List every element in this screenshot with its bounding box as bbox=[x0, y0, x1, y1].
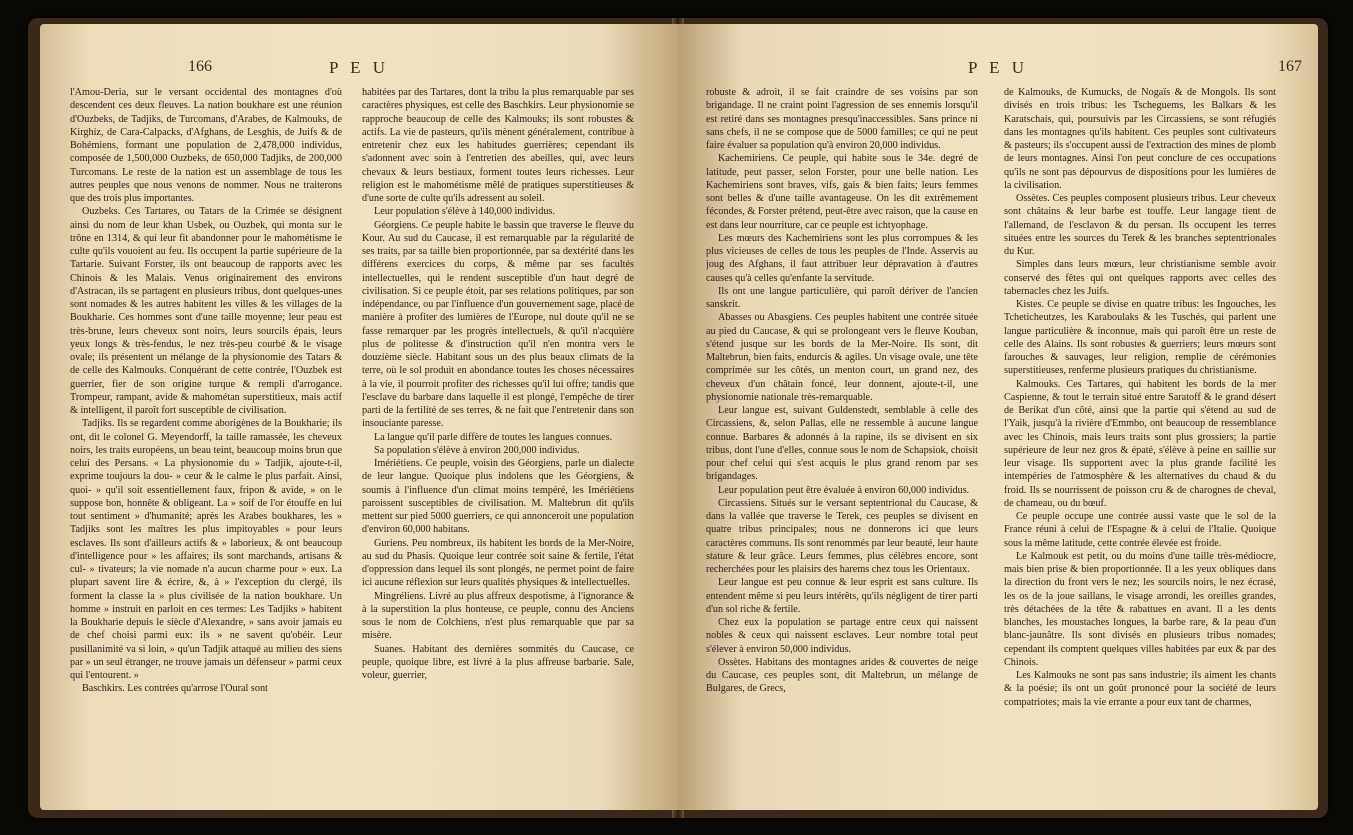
paragraph: robuste & adroit, il se fait craindre de ses voisins par son brigandage. Il ne craint point l'agression de ses ennemis lorsqu'il est retiré dans ses montagnes presqu'inaccessibles. Sans prince ni sans chefs, il ne se compose que de 5000 familles; ce qui ne peut faire évaluer sa population qu'à environ 20,000 individus. bbox=[706, 87, 978, 151]
paragraph: Kachemiriens. Ce peuple, qui habite sous le 34e. degré de latitude, peut passer, selon Forster, pour une belle nation. Les Kachemiriens sont braves, vifs, gais & bien faits; leurs femmes sont belles & d'une taille avantageuse. On les dit extrêmement fécondes, & Forster prétend, peut-être avec raison, que la cause en est dans leur nourriture, car ce peuple est ichtyophage. bbox=[706, 153, 978, 231]
paragraph: Ossètes. Ces peuples composent plusieurs tribus. Leur cheveux sont châtains & leur barbe est touffe. Leur langage tient de l'allemand, de l'esclavon & du persan. Ils occupent les terres situées entre les sources du Terek & les branches septentrionales du Kur. bbox=[1004, 193, 1276, 257]
paragraph: Ils ont une langue particulière, qui paroît dériver de l'ancien sanskrit. bbox=[706, 285, 978, 310]
right-page-number: 167 bbox=[1278, 58, 1302, 75]
paragraph: Baschkirs. Les contrées qu'arrose l'Oural sont bbox=[82, 683, 268, 695]
right-page-header bbox=[678, 58, 1318, 80]
left-page-number: 166 bbox=[188, 58, 212, 75]
paragraph: Mingréliens. Livré au plus affreux despotisme, à l'ignorance & à la superstition la plus honteuse, ce peuple, connu des Anciens sous le nom de Colchiens, n'est plus remarquable que par sa misère. bbox=[362, 590, 634, 642]
paragraph: Tadjiks. Ils se regardent comme aborigènes de la Boukharie; ils ont, dit le colonel G. Meyendorff, la taille ramassée, les cheveux noirs, les traits européens, un beau teint, beaucoup moins brun que celui des Persans. « La physionomie du » Tadjik, ajoute-t-il, exprime toujours la dou- » ceur & le calme le plus parfait. Ainsi, quoi- » qu'il soit essentiellement faux, fripon & avide, » on le suppose bon, honnête & obligeant. La » soif de l'or étouffe en lui tout sentiment » d'humanité; après les Arabes boukhares, les » Tadjiks sont les maîtres les plus impitoyables » pour leurs esclaves. Ils sont d'ailleurs actifs & » laborieux, & ont beaucoup d'intelligence pour » les affaires; ils sont marchands, artisans & cul- » tivateurs; la vie nomade n'a aucun charme pour » eux. La plupart savent lire & écrire, &, à » l'exception du clergé, ils forment la classe la » plus civilisée de la nation boukhare. Un homme » instruit en parloit en ces termes: Les Tadjiks » habitent la Boukharie depuis le siècle d'Alexandre, » sans avoir jamais eu de chef choisi parmi eux: ils » ne savent qu'obéir. Leur pusillanimité va si loin, » qu'un Tadjik attaqué au milieu des siens par » un seul étranger, ne trouve jamais un défenseur » parmi ceux qui l'entourent. » bbox=[70, 418, 342, 681]
paragraph: Les Kalmouks ne sont pas sans industrie; ils aiment les chants & la poésie; ils ont un goût prononcé pour la société de leurs compatriotes; mais la vie errante a pour eux tant de charmes, bbox=[1004, 670, 1276, 708]
paragraph: La langue qu'il parle diffère de toutes les langues connues. bbox=[374, 431, 613, 443]
paragraph: de Kalmouks, de Kumucks, de Nogaïs & de Mongols. Ils sont divisés en trois tribus: les Tscheguems, les Balkars & les Karatschais, qui, poursuivis par les Circassiens, se sont réfugiés dans les montagnes qu'ils habitent. Ces peuples sont cultivateurs & pasteurs; ils s'occupent aussi de l'extraction des mines de plomb de leurs montagnes. Ainsi l'on peut conclure de ces occupations qu'ils ne sont pas dépourvus de dispositions pour les lumières de la civilisation. bbox=[1004, 87, 1276, 191]
paragraph: Le Kalmouk est petit, ou du moins d'une taille très-médiocre, mais bien prise & bien proportionnée. Il a les yeux obliques dans la direction du front vers le nez; les sourcils noirs, le nez écrasé, les os de la joue saillans, le visage arrondi, les oreilles grandes, très détachées de la tête & rabattues en avant. Il a les dents blanches, les moustaches longues, la barbe rare, & la peau d'un blanc-jaunâtre. Ils sont divisés en plusieurs tribus nomades; cependant ils comptent quelques villes habitées par eux & par des Chinois. bbox=[1004, 550, 1276, 668]
paragraph: Guriens. Peu nombreux, ils habitent les bords de la Mer-Noire, au sud du Phasis. Quoique leur contrée soit saine & fertile, l'état d'oppression dans lequel ils sont plongés, ne permet point de faire ici aucune réflexion sur leurs qualités physiques & intellectuelles. bbox=[362, 537, 634, 589]
paragraph: Kistes. Ce peuple se divise en quatre tribus: les Ingouches, les Tcheticheutzes, les Karaboulaks & les Tuschés, qui parlent une langue particulière & inconnue, mais qui paroît être un reste de celle des Alains. Ils sont robustes & guerriers; leurs mœurs sont farouches & sauvages, leur religion, remplie de cérémonies superstitieuses, renferme plusieurs pratiques du christianisme. bbox=[1004, 299, 1276, 377]
paragraph: Géorgiens. Ce peuple habite le bassin que traverse le fleuve du Kour. Au sud du Caucase, il est remarquable par la régularité de ses traits, par sa taille bien proportionnée, par sa dextérité dans les différens exercices du corps, & même par ses facultés intellectuelles, qui le rendent susceptible d'un haut degré de civilisation. Si ce peuple étoit, par ses relations politiques, par son indépendance, ou par l'influence d'un gouvernement sage, placé de manière à profiter des lumières de l'Europe, nul doute qu'il ne se fasse remarquer par les progrès intellectuels, & qu'il n'acquière plus de politesse & d'instruction qu'il n'en montra vers le douzième siècle. Habitant sous un des plus beaux climats de la terre, où le sol produit en abondance toutes les choses nécessaires à la vie, il pourroit profiter des richesses qu'il lui offre; tandis que l'esclave du barbare dans laquelle il est plongé, l'empêche de tirer parti de la fertilité de ses terres, & ne fait que l'entretenir dans son insouciante paresse. bbox=[362, 219, 634, 430]
left-column-2 bbox=[362, 86, 634, 802]
paragraph: Leur population s'élève à 140,000 individus. bbox=[374, 206, 555, 218]
paragraph: Sa population s'élève à environ 200,000 individus. bbox=[374, 444, 580, 456]
right-page bbox=[678, 24, 1318, 810]
left-running-head: P E U bbox=[329, 58, 389, 77]
paragraph: Ce peuple occupe une contrée aussi vaste que le sol de la France réuni à celui de l'Espagne & à celui de l'Italie. Quoique sous la même latitude, cette contrée élevée est froide. bbox=[1004, 511, 1276, 549]
paragraph: Suanes. Habitant des dernières sommités du Caucase, ce peuple, quoique libre, est livré à la plus affreuse barbarie. Sale, voleur, guerrier, bbox=[362, 643, 634, 681]
left-column-1 bbox=[70, 86, 342, 802]
right-column-2 bbox=[1004, 86, 1276, 802]
right-running-head: P E U bbox=[968, 58, 1028, 77]
paragraph: Leur langue est, suivant Guldenstedt, semblable à celle des Circassiens, &, selon Pallas, elle ne ressemble à aucune langue connue. Barbares & adonnés à la rapine, ils se divisent en six tribus, dont l'une d'elles, connue sous le nom de Schapsiok, choisit pour chef celui qui s'est acquis le plus grand renom par ses brigandages. bbox=[706, 405, 978, 483]
paragraph: Leur langue est peu connue & leur esprit est sans culture. Ils entendent même si peu leurs intérêts, qu'ils négligent de tirer parti d'un sol riche & fertile. bbox=[706, 577, 978, 615]
left-page-header bbox=[40, 58, 678, 80]
paragraph: Abasses ou Abasgiens. Ces peuples habitent une contrée située au pied du Caucase, & qui se prolongeant vers le fleuve Kouban, s'étend jusque sur les bords de la Mer-Noire. Ils sont, dit Maltebrun, bien faits, endurcis & agiles. Un visage ovale, une tête comprimée sur les côtés, un menton court, un grand nez, des cheveux d'un châtain foncé, leur donnent, ajoute-t-il, une physionomie nationale très-remarquable. bbox=[706, 312, 978, 403]
open-book bbox=[28, 18, 1328, 818]
paragraph: l'Amou-Deria, sur le versant occidental des montagnes d'où descendent ces deux fleuves. La nation boukhare est une réunion d'Ouzbeks, de Tadjiks, de Turcomans, d'Arabes, de Kalmouks, de Kirghiz, de Cara-Calpacks, d'Afghans, de Lesghis, de Juifs & de Bohémiens, formant une population de 2,478,000 individus, composée de 1,500,000 Ouzbeks, de 650,000 Tadjiks, de 200,000 Turcomans. Le reste de la nation est un assemblage de tous les autres peuples que nous venons de nommer. Nous ne traiterons que des trois plus importantes. bbox=[70, 87, 342, 204]
paragraph: Chez eux la population se partage entre ceux qui naissent nobles & ceux qui naissent esclaves. Leur nombre total peut s'élever à environ 50,000 individus. bbox=[706, 617, 978, 655]
paragraph: Ossètes. Habitans des montagnes arides & couvertes de neige du Caucase, ces peuples sont, dit Maltebrun, un mélange de Bulgares, de Grecs, bbox=[706, 656, 978, 695]
paragraph: habitées par des Tartares, dont la tribu la plus remarquable par ses caractères physiques, est celle des Baschkirs. Leur physionomie se rapproche beaucoup de celle des Kalmouks; ils sont robustes & actifs. La vie de pasteurs, qu'ils mènent généralement, contribue à entretenir chez eux les habitudes guerrières; cependant ils s'adonnent avec soin à l'entretien des abeilles, qui, avec leurs chevaux & leurs bestiaux, forment toutes leurs richesses. Leur religion est le mahométisme mêlé de pratiques superstitieuses & d'une sorte de culte qu'ils adressent au soleil. bbox=[362, 87, 634, 204]
left-page bbox=[40, 24, 678, 810]
paragraph: Kalmouks. Ces Tartares, qui habitent les bords de la mer Caspienne, & tout le terrain situé entre Saratoff & le grand désert de Berikat d'un côté, ainsi que la partie qui s'étend au sud de l'Yaik, jusqu'à la rivière d'Emmbo, ont beaucoup de ressemblance avec les Chinois, mais leurs traits sont plus grossiers; la partie supérieure de leur nez gros & épaté, s'élève à peine en saillie sur leur visage. Ils supportent avec la plus grande facilité les intempéries de l'atmosphère & les alternatives du chaud & du froid. Ils se nourrissent de poisson cru & de charognes de cheval, de chameau, ou du bœuf. bbox=[1004, 378, 1276, 509]
paragraph: Les mœurs des Kachemiriens sont les plus corrompues & les plus vicieuses de celles de tous les peuples de l'Inde. Asservis au joug des Afghans, il faut attribuer leur dépravation à d'autres causes qu'à celles qu'enfante la servitude. bbox=[706, 232, 978, 284]
right-column-1 bbox=[706, 86, 978, 802]
paragraph: Circassiens. Situés sur le versant septentrional du Caucase, & dans la vallée que traverse le Terek, ces peuples se divisent en quatre tribus principales; nous ne donnerons ici que leurs caractères communs. Ils sont renommés par leur beauté, leur haute stature & leur grâce. Leurs femmes, plus célèbres encore, sont recherchées pour les plaisirs des harems chez tous les Orientaux. bbox=[706, 497, 978, 575]
paragraph: Ouzbeks. Ces Tartares, ou Tatars de la Crimée se désignent ainsi du nom de leur khan Usbek, ou Ouzbek, qui monta sur le trône en 1314, & qui leur fit abandonner pour le mahométisme le culte qu'ils vouoient au feu. Ils occupent la partie supérieure de la Tartarie. Suivant Forster, ils ont beaucoup de rapports avec les Chinois & les Malais. Venus originairement des environs d'Astracan, ils se partagent en plusieurs tribus, dont quelques-unes sont nomades & les autres habitent les villes & les villages de la Boukharie. Ces hommes sont d'une taille moyenne; leur peau est très-brune, leurs cheveux sont noirs, leurs sourcils épais, leurs yeux longs & très-fendus, le nez très-peu courbé & le visage ovale; ils présentent un mélange de la physionomie des Tatars & de celle des Kalmouks. Conquérant de cette contrée, l'Ouzbek est guerrier, fier de son origine turque & rempli d'arrogance. Trompeur, rampant, avide & mahométan superstitieux, mais actif & intelligent, il paroît fort susceptible de civilisation. bbox=[70, 206, 342, 416]
paragraph: Leur population peut être évaluée à environ 60,000 individus. bbox=[718, 484, 970, 496]
paragraph: Simples dans leurs mœurs, leur christianisme semble avoir conservé des fêtes qui ont quelques rapports avec celles des tabernacles chez les Juifs. bbox=[1004, 259, 1276, 297]
paragraph: Imériétiens. Ce peuple, voisin des Géorgiens, parle un dialecte de leur langue. Quoique plus indolens que les Géorgiens, & soumis à l'influence d'un climat moins tempéré, les Imériétiens paroissent susceptibles de civilisation. M. Maltebrun dit qu'ils mettent sur pied 5000 guerriers, ce qui annonceroit une population d'environ 60,000 habitans. bbox=[362, 458, 634, 536]
